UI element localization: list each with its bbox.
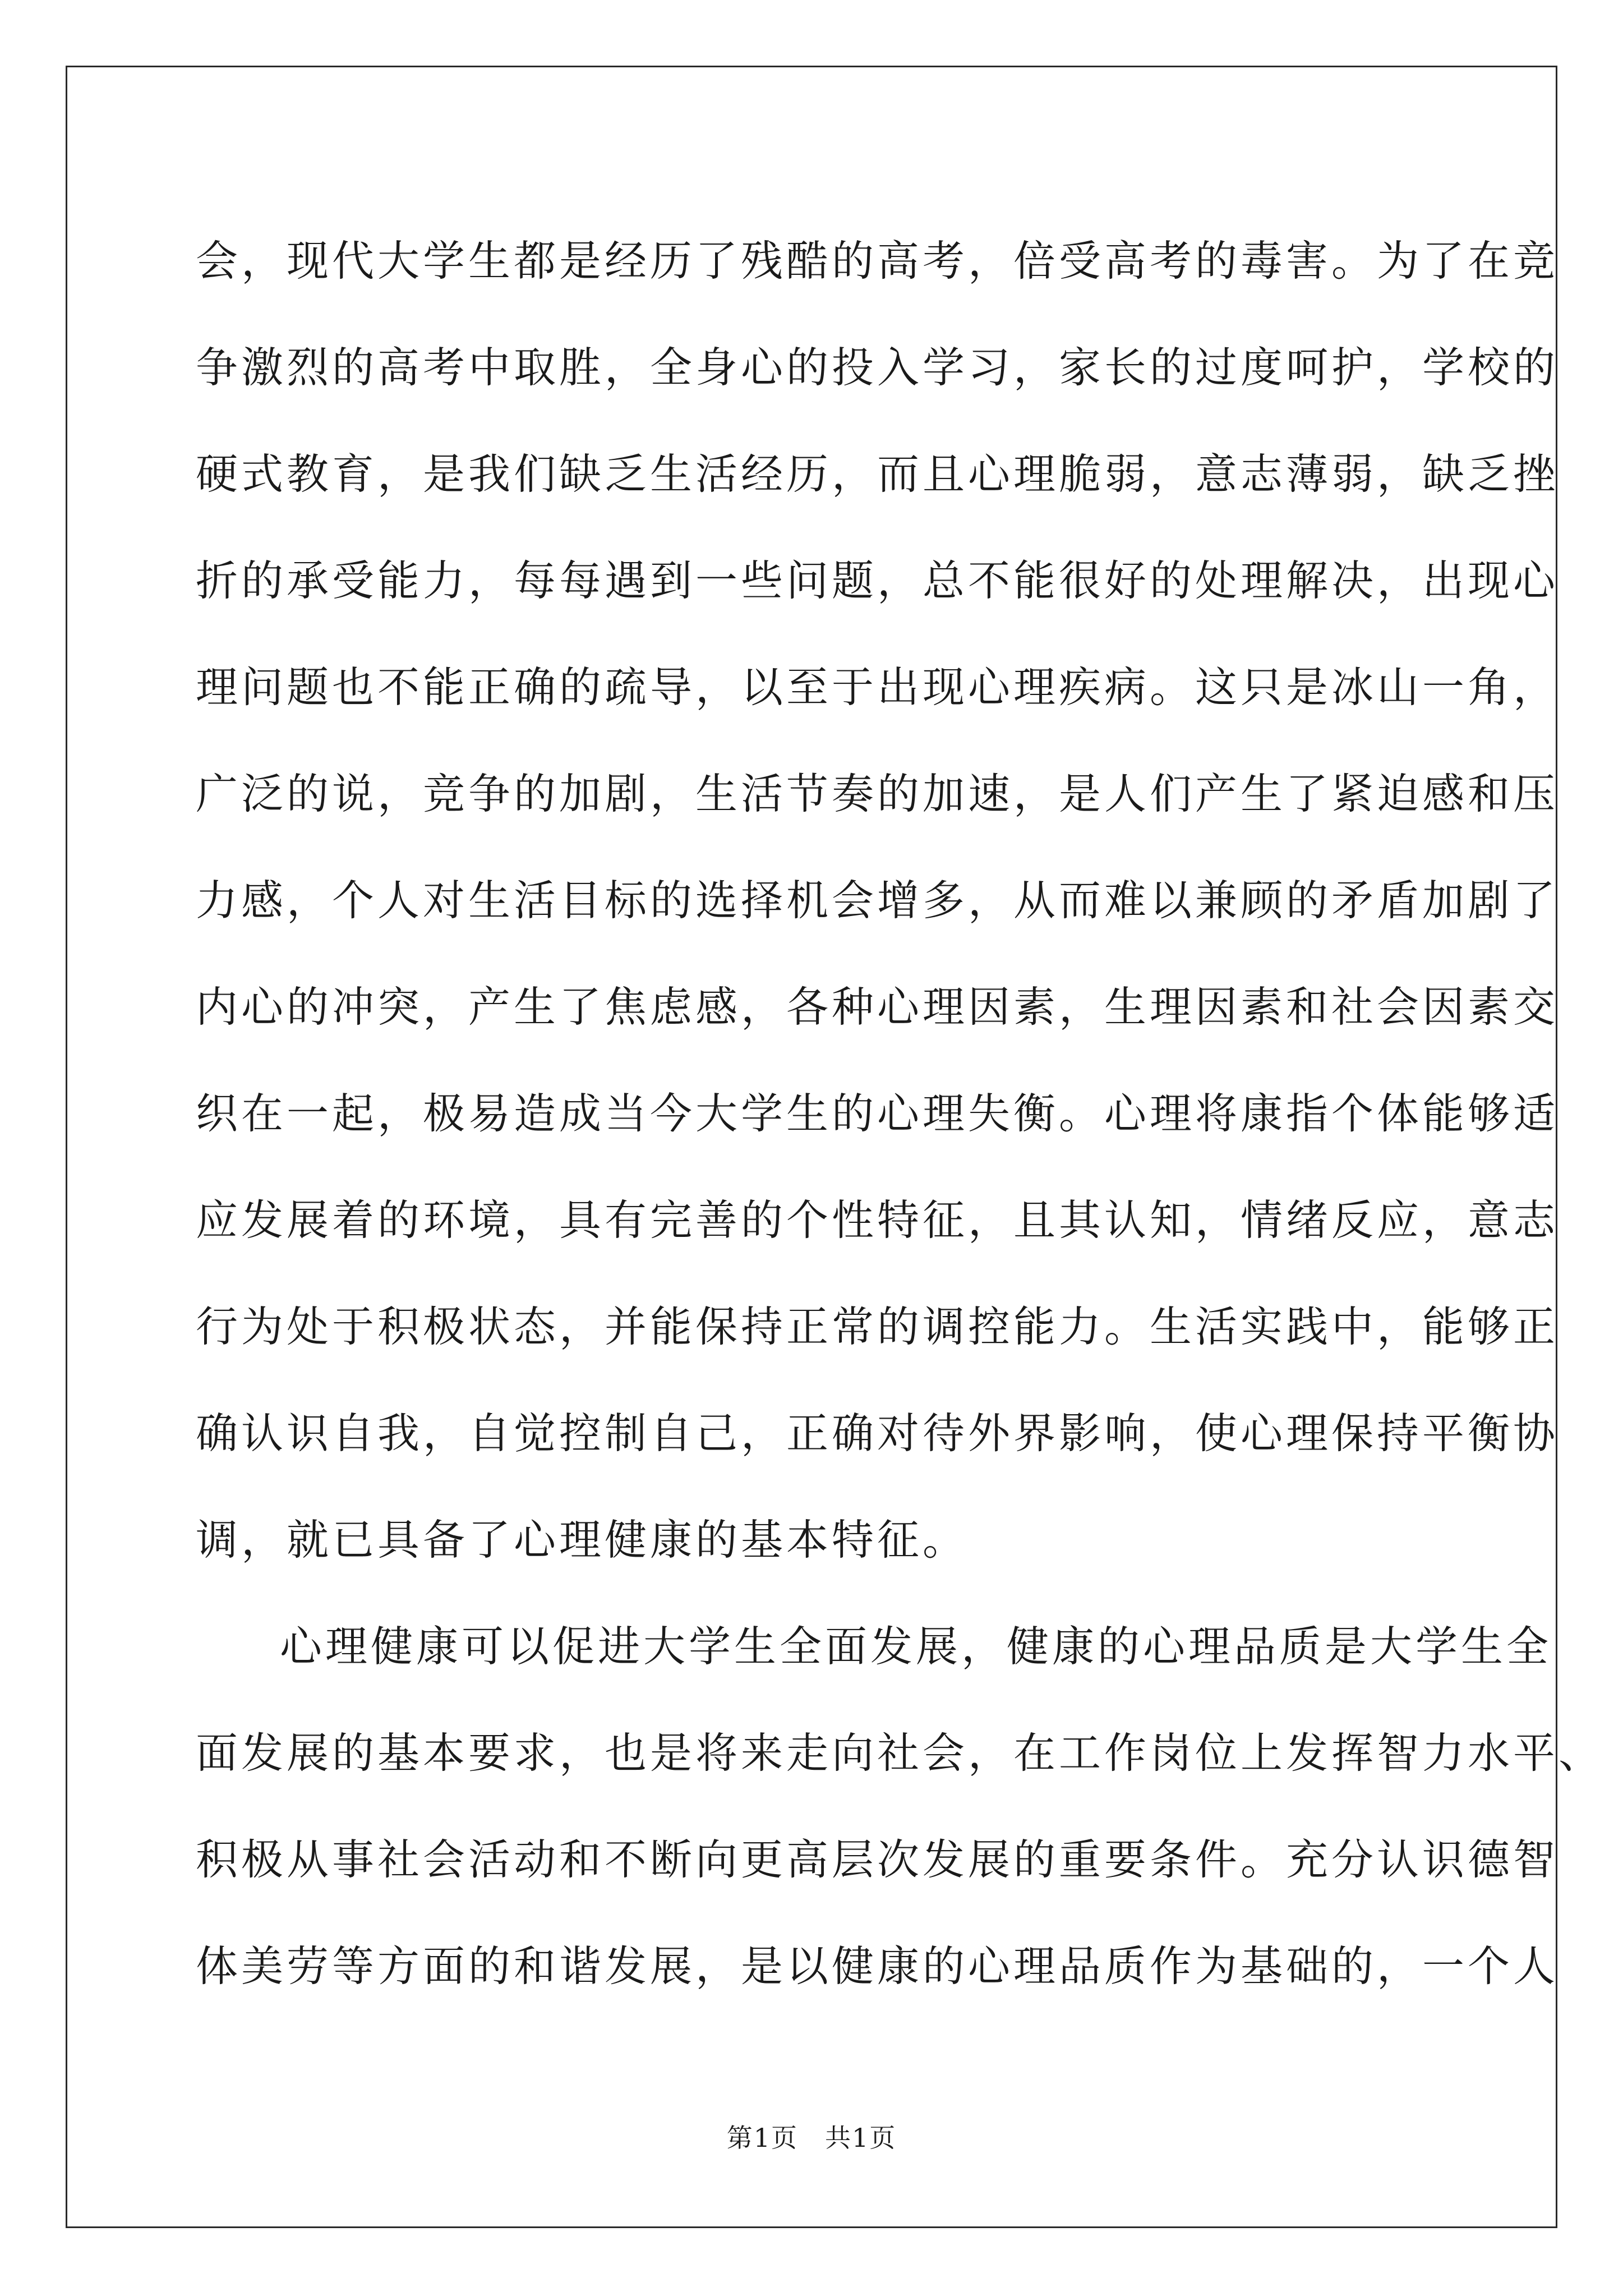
page-number-footer: 第1页 共1页 (726, 2123, 897, 2153)
text-line: 应发展着的环境，具有完善的个性特征，且其认知，情绪反应，意志 (196, 1195, 1559, 1245)
document-body (196, 208, 1604, 2019)
text-line: 会，现代大学生都是经历了残酷的高考，倍受高考的毒害。为了在竞 (196, 236, 1559, 286)
text-line: 硬式教育，是我们缺乏生活经历，而且心理脆弱，意志薄弱，缺乏挫 (196, 449, 1559, 499)
text-line: 广泛的说，竞争的加剧，生活节奏的加速，是人们产生了紧迫感和压 (196, 769, 1559, 818)
text-line: 体美劳等方面的和谐发展，是以健康的心理品质作为基础的，一个人 (196, 1941, 1559, 1991)
text-line: 争激烈的高考中取胜，全身心的投入学习，家长的过度呵护，学校的 (196, 343, 1559, 392)
text-line: 力感，个人对生活目标的选择机会增多，从而难以兼顾的矛盾加剧了 (196, 876, 1559, 925)
text-line: 面发展的基本要求，也是将来走向社会，在工作岗位上发挥智力水平、 (196, 1728, 1604, 1778)
text-line: 内心的冲突，产生了焦虑感，各种心理因素，生理因素和社会因素交 (196, 982, 1559, 1032)
text-line: 确认识自我，自觉控制自己，正确对待外界影响，使心理保持平衡协 (196, 1409, 1559, 1458)
text-line: 积极从事社会活动和不断向更高层次发展的重要条件。充分认识德智 (196, 1835, 1559, 1884)
paragraph-first-line: 心理健康可以促进大学生全面发展，健康的心理品质是大学生全 (280, 1622, 1552, 1671)
text-line: 织在一起，极易造成当今大学生的心理失衡。心理将康指个体能够适 (196, 1089, 1559, 1138)
text-line: 理问题也不能正确的疏导，以至于出现心理疾病。这只是冰山一角， (196, 662, 1559, 712)
text-line: 折的承受能力，每每遇到一些问题，总不能很好的处理解决，出现心 (196, 556, 1559, 605)
text-line: 行为处于积极状态，并能保持正常的调控能力。生活实践中，能够正 (196, 1302, 1559, 1351)
text-line: 调，就已具备了心理健康的基本特征。 (196, 1515, 969, 1565)
